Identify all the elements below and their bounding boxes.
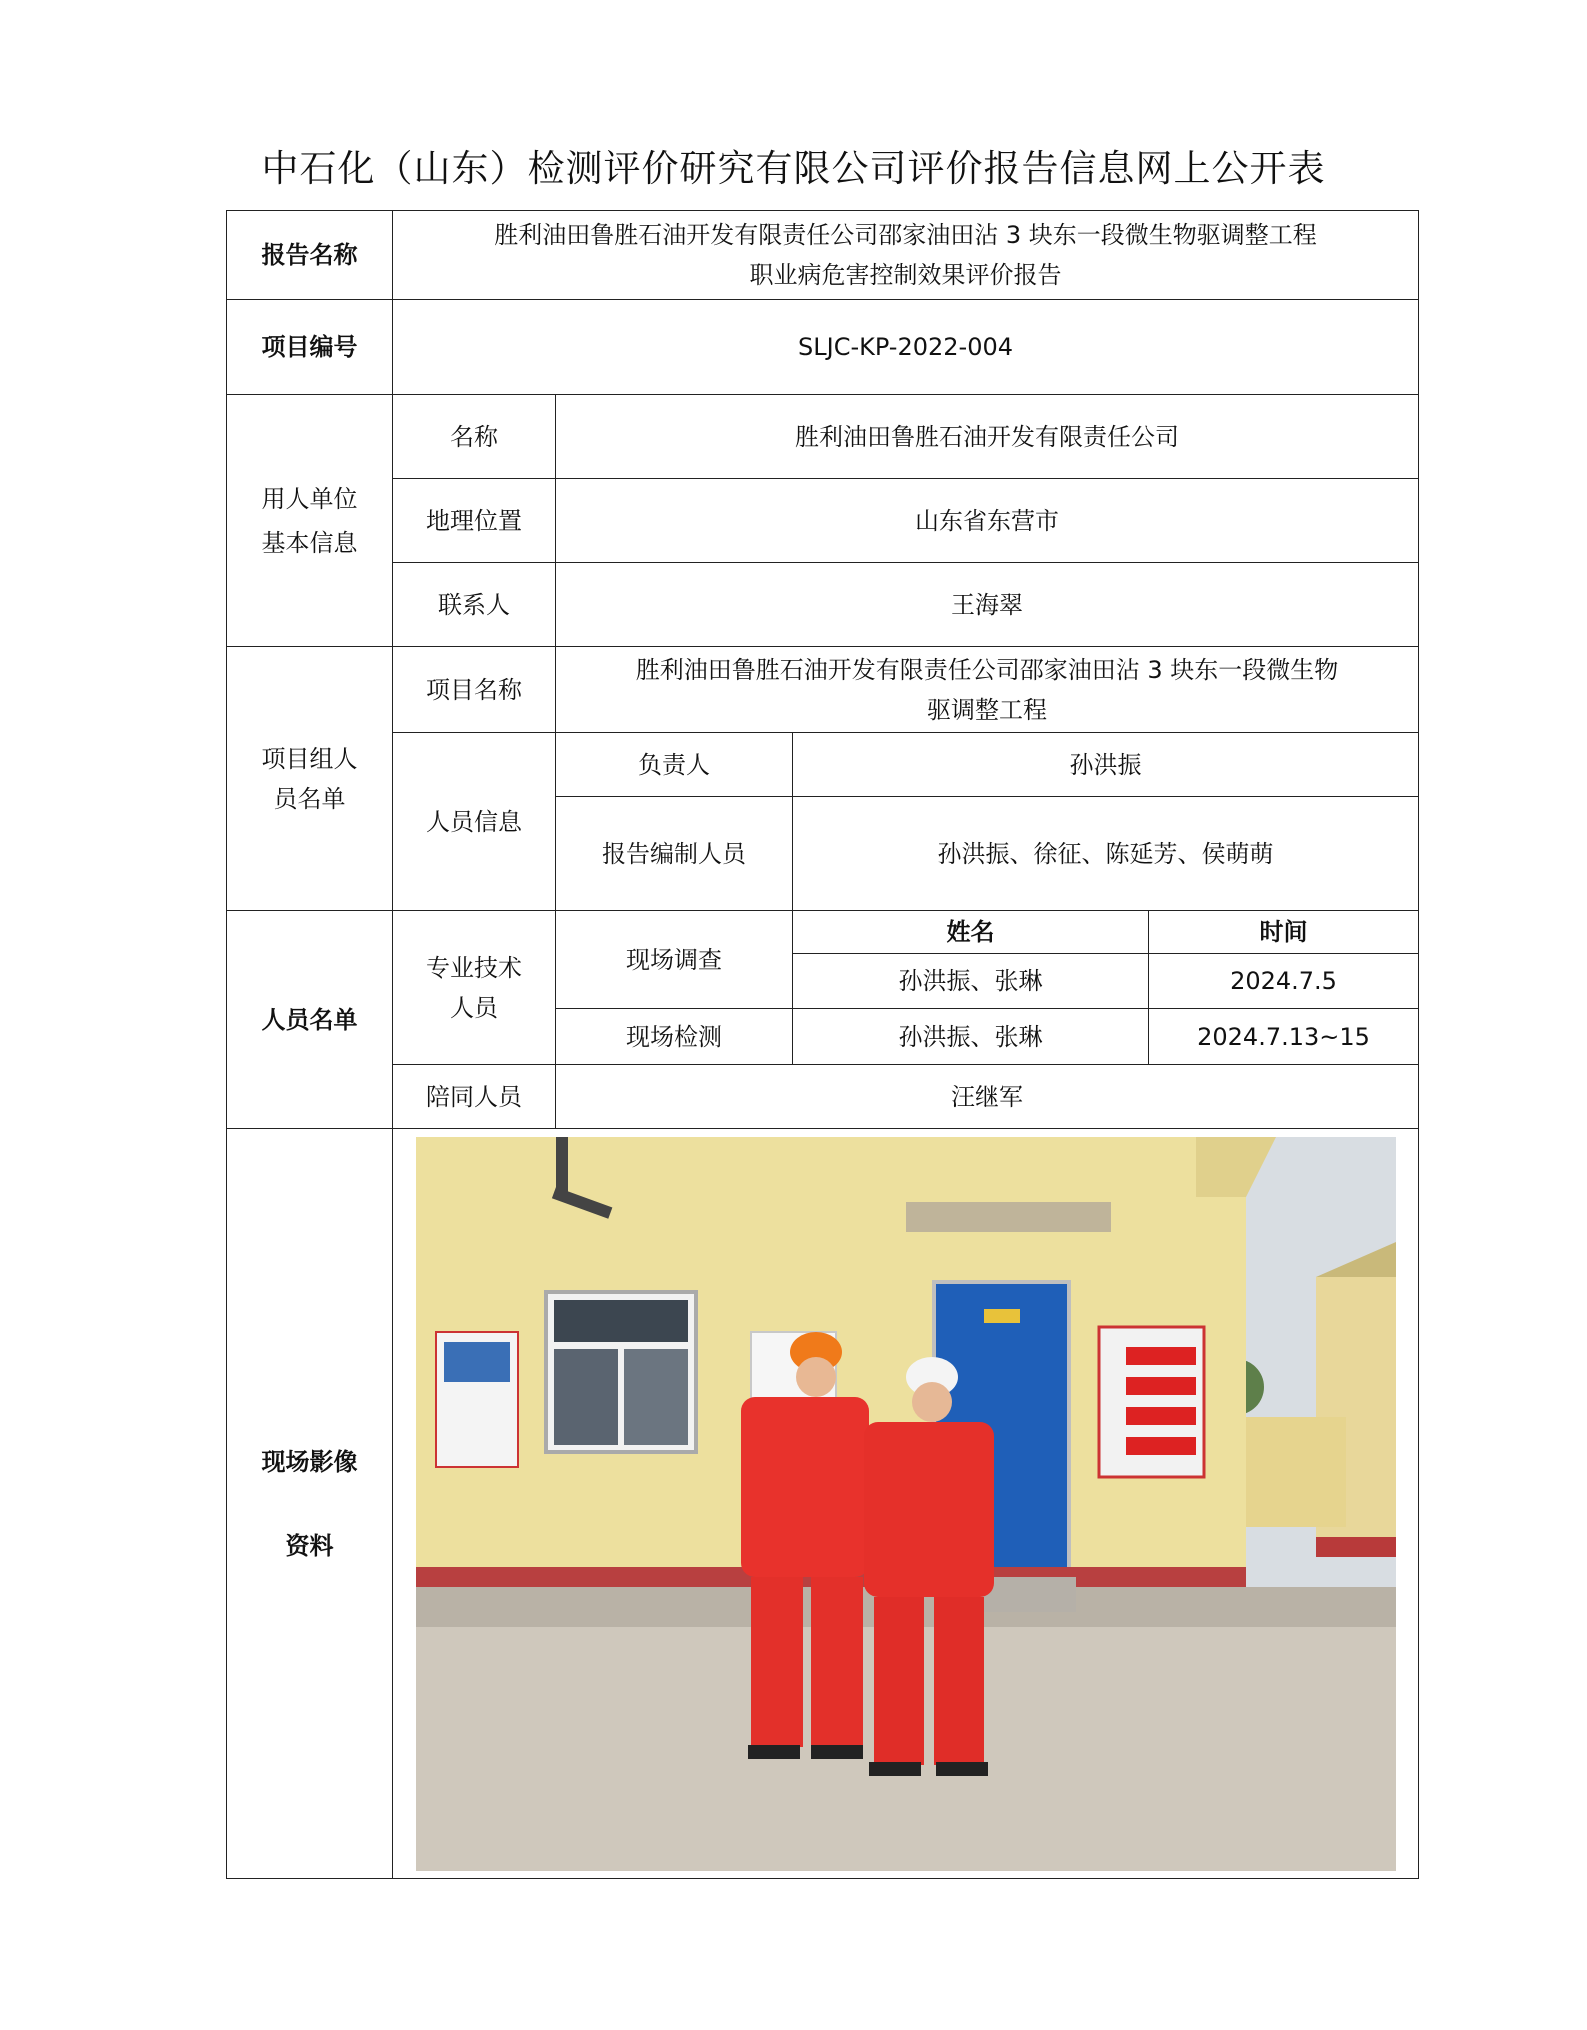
tech-staff-label — [393, 911, 556, 1065]
test-names: 孙洪振、张琳 — [793, 1009, 1149, 1065]
photo-label-line1: 现场影像 — [261, 1447, 358, 1476]
team-label — [227, 647, 393, 911]
employer-label — [227, 395, 393, 647]
photo-cell — [393, 1129, 1419, 1879]
team-label-line2: 员名单 — [273, 784, 346, 813]
personnel-label: 人员信息 — [393, 733, 556, 911]
writers-value: 孙洪振、徐征、陈延芳、侯萌萌 — [793, 797, 1419, 911]
writers-label: 报告编制人员 — [556, 797, 793, 911]
survey-names: 孙洪振、张琳 — [793, 954, 1149, 1009]
contact-label: 联系人 — [393, 563, 556, 647]
report-name-label: 报告名称 — [227, 211, 393, 300]
team-label-line1: 项目组人 — [261, 744, 358, 773]
photo-label — [227, 1129, 393, 1879]
photo-label-line2: 资料 — [285, 1531, 334, 1560]
page-title: 中石化（山东）检测评价研究有限公司评价报告信息网上公开表 — [261, 147, 1326, 190]
project-name-label: 项目名称 — [393, 647, 556, 733]
project-no-label: 项目编号 — [227, 300, 393, 395]
test-label: 现场检测 — [556, 1009, 793, 1065]
leader-label: 负责人 — [556, 733, 793, 797]
employer-name-label: 名称 — [393, 395, 556, 479]
escort-label: 陪同人员 — [393, 1065, 556, 1129]
name-header: 姓名 — [793, 911, 1149, 954]
project-name-value — [556, 647, 1419, 733]
location-label: 地理位置 — [393, 479, 556, 563]
info-table — [226, 210, 1419, 1879]
project-no-value: SLJC-KP-2022-004 — [393, 300, 1419, 395]
tech-staff-line1: 专业技术 — [426, 953, 522, 982]
project-name-line2: 驱调整工程 — [927, 695, 1048, 724]
survey-label: 现场调查 — [556, 911, 793, 1009]
survey-time: 2024.7.5 — [1149, 954, 1419, 1009]
report-name-line1: 胜利油田鲁胜石油开发有限责任公司邵家油田沾 3 块东一段微生物驱调整工程 — [494, 221, 1317, 249]
report-name-line2: 职业病危害控制效果评价报告 — [749, 261, 1062, 289]
site-photo — [416, 1137, 1396, 1871]
tech-staff-line2: 人员 — [450, 993, 498, 1022]
staff-label: 人员名单 — [227, 911, 393, 1129]
location-value: 山东省东营市 — [556, 479, 1419, 563]
employer-label-line2: 基本信息 — [261, 528, 358, 557]
test-time: 2024.7.13~15 — [1149, 1009, 1419, 1065]
contact-value: 王海翠 — [556, 563, 1419, 647]
report-name-value — [393, 211, 1419, 300]
project-name-line1: 胜利油田鲁胜石油开发有限责任公司邵家油田沾 3 块东一段微生物 — [635, 655, 1339, 684]
leader-value: 孙洪振 — [793, 733, 1419, 797]
employer-name-value: 胜利油田鲁胜石油开发有限责任公司 — [556, 395, 1419, 479]
employer-label-line1: 用人单位 — [261, 484, 358, 513]
time-header: 时间 — [1149, 911, 1419, 954]
escort-value: 汪继军 — [556, 1065, 1419, 1129]
